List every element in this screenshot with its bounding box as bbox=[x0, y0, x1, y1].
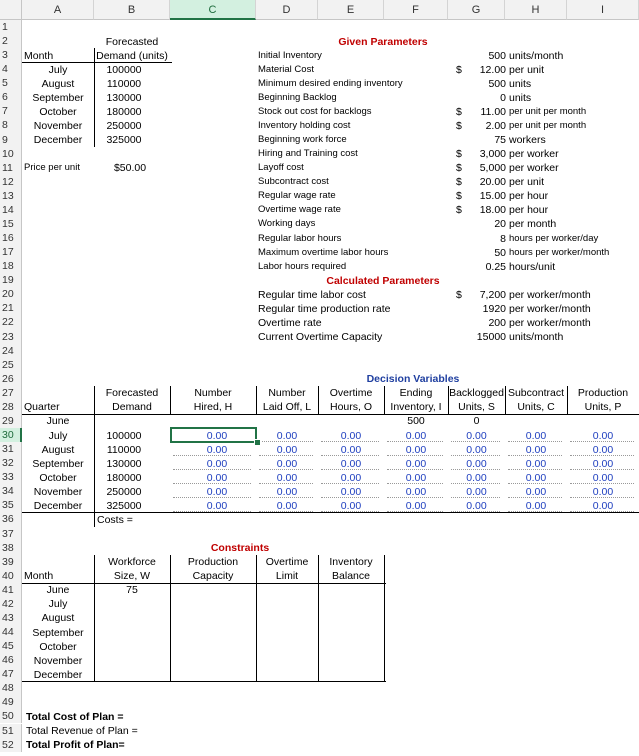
decision-variable-cell[interactable]: 0.00 bbox=[276, 485, 298, 498]
decision-column-divider bbox=[94, 386, 95, 414]
decision-variable-cell[interactable]: 0.00 bbox=[405, 457, 427, 470]
forecast-demand: 325000 bbox=[106, 134, 142, 147]
decision-variable-cell[interactable]: 0.00 bbox=[405, 443, 427, 456]
forecast-month: December bbox=[33, 134, 83, 147]
decision-variable-cell[interactable]: 0.00 bbox=[276, 443, 298, 456]
decision-variable-cell[interactable]: 0.00 bbox=[340, 443, 362, 456]
row-header-39[interactable]: 39 bbox=[0, 555, 22, 569]
constraint-col-header: Overtime bbox=[265, 556, 309, 569]
forecast-demand: 100000 bbox=[106, 63, 142, 76]
decision-demand: 325000 bbox=[106, 499, 142, 512]
calc-label: Current Overtime Capacity bbox=[258, 331, 383, 344]
decision-variable-cell[interactable]: 0.00 bbox=[592, 429, 614, 442]
constraint-month: December bbox=[33, 668, 83, 681]
row-header-26[interactable]: 26 bbox=[0, 372, 22, 386]
param-unit: per unit per month bbox=[509, 119, 587, 131]
row-header-28[interactable]: 28 bbox=[0, 400, 22, 414]
decision-bottom-line bbox=[22, 512, 639, 513]
decision-variable-cell[interactable]: 0.00 bbox=[525, 471, 547, 484]
param-dollar: $ bbox=[456, 176, 462, 189]
param-dollar: $ bbox=[456, 190, 462, 203]
decision-variable-cell[interactable]: 0.00 bbox=[340, 457, 362, 470]
param-label: Inventory holding cost bbox=[258, 119, 351, 131]
constraint-col-header: Limit bbox=[275, 570, 299, 583]
param-dollar: $ bbox=[456, 148, 462, 161]
calc-value: 7,200 bbox=[479, 288, 506, 301]
decision-demand: 110000 bbox=[106, 443, 142, 456]
decision-col-header: Subcontract bbox=[507, 387, 565, 400]
forecast-month: August bbox=[41, 77, 75, 90]
calc-label: Overtime rate bbox=[258, 316, 322, 329]
param-value: 2.00 bbox=[485, 119, 506, 132]
row-header-10[interactable]: 10 bbox=[0, 147, 22, 161]
decision-col-header: Inventory, I bbox=[390, 401, 442, 414]
decision-col-header: Ending bbox=[399, 387, 433, 400]
row-header-34[interactable]: 34 bbox=[0, 484, 22, 498]
row-header-11[interactable]: 11 bbox=[0, 161, 22, 175]
forecast-header: Demand (units) bbox=[96, 49, 168, 62]
param-unit: per hour bbox=[509, 204, 549, 217]
column-c-border bbox=[256, 20, 257, 21]
row-header-47[interactable]: 47 bbox=[0, 667, 22, 681]
row-header-44[interactable]: 44 bbox=[0, 625, 22, 639]
decision-variable-cell[interactable]: 0.00 bbox=[206, 457, 228, 470]
decision-col-header: Units, C bbox=[517, 401, 555, 414]
param-label: Layoff cost bbox=[258, 162, 304, 174]
param-label: Initial Inventory bbox=[258, 49, 322, 61]
fill-handle[interactable] bbox=[254, 439, 261, 446]
forecast-month: October bbox=[39, 105, 77, 118]
calc-value: 1920 bbox=[482, 302, 506, 315]
decision-variable-cell[interactable]: 0.00 bbox=[466, 457, 487, 470]
quarter-label: Quarter bbox=[24, 401, 60, 414]
param-label: Stock out cost for backlogs bbox=[258, 105, 372, 117]
decision-col-header: Backlogged bbox=[449, 387, 504, 400]
row-header-14[interactable]: 14 bbox=[0, 203, 22, 217]
row-header-5[interactable]: 5 bbox=[0, 76, 22, 90]
quarter-month: December bbox=[33, 499, 83, 512]
param-value: 20.00 bbox=[479, 176, 506, 189]
quarter-month: June bbox=[46, 415, 70, 428]
param-label: Regular labor hours bbox=[258, 232, 342, 244]
row-header-15[interactable]: 15 bbox=[0, 217, 22, 231]
row-header-13[interactable]: 13 bbox=[0, 189, 22, 203]
calc-unit: per worker/month bbox=[509, 288, 591, 301]
param-unit: per worker bbox=[509, 148, 559, 161]
month-label: Month bbox=[24, 49, 54, 62]
row-header-43[interactable]: 43 bbox=[0, 611, 22, 625]
param-value: 50 bbox=[494, 246, 506, 259]
constraint-month-label: Month bbox=[24, 570, 54, 583]
calc-value: 15000 bbox=[476, 331, 506, 344]
decision-column-divider bbox=[505, 386, 506, 414]
row-header-4[interactable]: 4 bbox=[0, 62, 22, 76]
decision-column-divider bbox=[448, 386, 449, 414]
forecast-demand: 180000 bbox=[106, 105, 142, 118]
decision-variable-cell[interactable]: 0.00 bbox=[276, 499, 298, 512]
decision-variable-cell[interactable]: 0.00 bbox=[340, 499, 362, 512]
calc-label: Regular time production rate bbox=[258, 302, 391, 315]
constraint-col-header: Inventory bbox=[329, 556, 373, 569]
quarter-month: November bbox=[33, 485, 83, 498]
row-header-49[interactable]: 49 bbox=[0, 695, 22, 709]
param-unit: hours per worker/day bbox=[509, 232, 599, 244]
quarter-month: August bbox=[41, 443, 75, 456]
price-label: Price per unit bbox=[24, 162, 80, 174]
constraint-col-header: Capacity bbox=[192, 570, 234, 583]
decision-variable-cell[interactable]: 0.00 bbox=[405, 429, 427, 442]
decision-variable-cell[interactable]: 0.00 bbox=[405, 485, 427, 498]
param-unit: units/month bbox=[509, 49, 564, 62]
decision-column-divider bbox=[567, 386, 568, 414]
column-header-g[interactable]: G bbox=[448, 0, 505, 20]
param-value: 8 bbox=[500, 232, 506, 245]
row-header-6[interactable]: 6 bbox=[0, 90, 22, 104]
row-header-1[interactable]: 1 bbox=[0, 20, 22, 34]
decision-variable-cell[interactable]: 0.00 bbox=[466, 471, 487, 484]
calc-value: 200 bbox=[488, 316, 506, 329]
row-header-40[interactable]: 40 bbox=[0, 569, 22, 583]
param-value: 15.00 bbox=[479, 190, 506, 203]
constraint-bottom-line bbox=[22, 681, 386, 682]
decision-demand: 130000 bbox=[106, 457, 142, 470]
decision-variable-cell[interactable]: 0.00 bbox=[525, 443, 547, 456]
decision-variable-cell[interactable]: 0.00 bbox=[592, 499, 614, 512]
decision-column-divider bbox=[256, 386, 257, 414]
decision-variable-cell[interactable]: 0.00 bbox=[340, 485, 362, 498]
constraint-month: November bbox=[33, 654, 83, 667]
row-header-51[interactable]: 51 bbox=[0, 724, 22, 738]
row-header-24[interactable]: 24 bbox=[0, 344, 22, 358]
param-value: 0.25 bbox=[485, 260, 506, 273]
param-unit: per month bbox=[509, 218, 557, 231]
decision-column-divider bbox=[318, 386, 319, 414]
param-label: Labor hours required bbox=[258, 260, 347, 272]
param-dollar: $ bbox=[456, 63, 462, 76]
decision-col-header: Hired, H bbox=[193, 401, 233, 414]
param-value: 75 bbox=[494, 134, 506, 147]
decision-col-header: Production bbox=[577, 387, 629, 400]
param-unit: hours/unit bbox=[509, 260, 556, 273]
param-dollar: $ bbox=[456, 204, 462, 217]
decision-variable-cell[interactable]: 0.00 bbox=[206, 471, 228, 484]
decision-col-header: Number bbox=[194, 387, 232, 400]
decision-variable-cell[interactable]: 0.00 bbox=[592, 485, 614, 498]
row-header-23[interactable]: 23 bbox=[0, 330, 22, 344]
constraint-month: June bbox=[46, 584, 70, 597]
row-header-35[interactable]: 35 bbox=[0, 498, 22, 512]
constraint-month: October bbox=[39, 640, 77, 653]
calc-unit: per worker/month bbox=[509, 302, 591, 315]
param-value: 3,000 bbox=[479, 148, 506, 161]
total-cost-label: Total Cost of Plan = bbox=[26, 710, 124, 723]
constraints-title: Constraints bbox=[210, 542, 270, 555]
decision-variable-cell[interactable]: 0.00 bbox=[466, 499, 487, 512]
param-dollar: $ bbox=[456, 105, 462, 118]
quarter-month: October bbox=[39, 471, 77, 484]
constraint-col-header: Balance bbox=[332, 570, 370, 583]
row-header-52[interactable]: 52 bbox=[0, 738, 22, 752]
param-dollar: $ bbox=[456, 162, 462, 175]
decision-variable-cell[interactable]: 0.00 bbox=[525, 429, 547, 442]
decision-variable-cell[interactable]: 0.00 bbox=[525, 485, 547, 498]
decision-col-header: Units, P bbox=[584, 401, 622, 414]
row-header-30[interactable]: 30 bbox=[0, 428, 22, 442]
row-header-19[interactable]: 19 bbox=[0, 273, 22, 287]
param-label: Maximum overtime labor hours bbox=[258, 246, 389, 258]
param-dollar: $ bbox=[456, 119, 462, 132]
forecast-month: November bbox=[33, 119, 83, 132]
row-header-45[interactable]: 45 bbox=[0, 639, 22, 653]
row-header-2[interactable]: 2 bbox=[0, 34, 22, 48]
param-value: 18.00 bbox=[479, 204, 506, 217]
decision-col-header: Forecasted bbox=[105, 387, 159, 400]
param-unit: per unit bbox=[509, 63, 545, 76]
row-header-29[interactable]: 29 bbox=[0, 414, 22, 428]
param-label: Subcontract cost bbox=[258, 176, 329, 188]
param-label: Beginning work force bbox=[258, 134, 347, 146]
decision-variable-cell[interactable]: 0.00 bbox=[525, 499, 547, 512]
param-label: Overtime wage rate bbox=[258, 204, 341, 216]
costs-label: Costs = bbox=[97, 513, 133, 526]
row-header-8[interactable]: 8 bbox=[0, 118, 22, 132]
decision-variable-cell[interactable]: 0.00 bbox=[276, 471, 298, 484]
decision-col-header: Hours, O bbox=[329, 401, 372, 414]
row-header-46[interactable]: 46 bbox=[0, 653, 22, 667]
forecast-month: July bbox=[48, 63, 68, 76]
param-value: 11.00 bbox=[480, 105, 506, 118]
column-header-a[interactable]: A bbox=[22, 0, 94, 20]
constraint-month: August bbox=[41, 612, 75, 625]
constraint-col-header: Workforce bbox=[108, 556, 156, 569]
row-header-32[interactable]: 32 bbox=[0, 456, 22, 470]
decision-variable-cell[interactable]: 0.00 bbox=[466, 429, 487, 442]
column-header-f[interactable]: F bbox=[384, 0, 448, 20]
select-all-corner[interactable] bbox=[0, 0, 22, 20]
param-label: Working days bbox=[258, 218, 316, 230]
constraint-column-divider bbox=[170, 555, 171, 682]
decision-demand: 250000 bbox=[106, 485, 142, 498]
given-parameters-title: Given Parameters bbox=[338, 35, 428, 48]
row-header-17[interactable]: 17 bbox=[0, 245, 22, 259]
param-unit: workers bbox=[509, 134, 546, 147]
row-header-41[interactable]: 41 bbox=[0, 583, 22, 597]
row-header-27[interactable]: 27 bbox=[0, 386, 22, 400]
forecast-demand: 130000 bbox=[106, 91, 142, 104]
row-header-7[interactable]: 7 bbox=[0, 104, 22, 118]
decision-col-header: Laid Off, L bbox=[262, 401, 312, 414]
param-unit: units bbox=[509, 77, 532, 90]
decision-variable-cell[interactable]: 0.00 bbox=[206, 429, 228, 442]
decision-variable-cell[interactable]: 0.00 bbox=[592, 457, 614, 470]
row-header-9[interactable]: 9 bbox=[0, 133, 22, 147]
decision-variable-cell[interactable]: 0.00 bbox=[206, 443, 228, 456]
decision-variable-cell[interactable]: 0.00 bbox=[340, 429, 362, 442]
row-header-48[interactable]: 48 bbox=[0, 681, 22, 695]
row-header-36[interactable]: 36 bbox=[0, 512, 22, 526]
param-label: Hiring and Training cost bbox=[258, 148, 358, 160]
row-header-16[interactable]: 16 bbox=[0, 231, 22, 245]
forecast-month: September bbox=[32, 91, 84, 104]
row-header-37[interactable]: 37 bbox=[0, 527, 22, 541]
constraint-column-divider bbox=[94, 555, 95, 682]
param-unit: per hour bbox=[509, 190, 549, 203]
param-value: 500 bbox=[488, 49, 506, 62]
decision-variable-cell[interactable]: 0.00 bbox=[405, 471, 427, 484]
price-value: $50.00 bbox=[113, 162, 147, 175]
constraint-column-divider bbox=[256, 555, 257, 682]
row-header-20[interactable]: 20 bbox=[0, 287, 22, 301]
param-value: 500 bbox=[488, 77, 506, 90]
decision-column-divider bbox=[170, 386, 171, 414]
param-unit: units bbox=[509, 91, 532, 104]
decision-variable-cell[interactable]: 0.00 bbox=[592, 471, 614, 484]
row-header-22[interactable]: 22 bbox=[0, 315, 22, 329]
column-header-c[interactable]: C bbox=[170, 0, 256, 20]
row-header-18[interactable]: 18 bbox=[0, 259, 22, 273]
param-value: 20 bbox=[494, 218, 506, 231]
decision-col-header: Overtime bbox=[329, 387, 373, 400]
column-header-h[interactable]: H bbox=[505, 0, 567, 20]
total-profit-label: Total Profit of Plan= bbox=[26, 739, 125, 752]
backlog-june: 0 bbox=[473, 415, 480, 428]
calc-unit: units/month bbox=[509, 331, 564, 344]
decision-variable-cell[interactable]: 0.00 bbox=[276, 457, 298, 470]
decision-demand: 180000 bbox=[106, 471, 142, 484]
param-label: Minimum desired ending inventory bbox=[258, 77, 403, 89]
row-header-25[interactable]: 25 bbox=[0, 358, 22, 372]
decision-variable-cell[interactable]: 0.00 bbox=[340, 471, 362, 484]
constraint-column-divider bbox=[318, 555, 319, 682]
decision-header-underline bbox=[22, 414, 639, 415]
decision-variables-title: Decision Variables bbox=[366, 373, 460, 386]
decision-col-header: Number bbox=[268, 387, 306, 400]
quarter-month: September bbox=[32, 457, 84, 470]
param-label: Regular wage rate bbox=[258, 190, 336, 202]
decision-variable-cell[interactable]: 0.00 bbox=[276, 429, 298, 442]
column-header-b[interactable]: B bbox=[94, 0, 170, 20]
forecast-demand: 110000 bbox=[106, 77, 142, 90]
decision-col-header: Units, S bbox=[458, 401, 495, 414]
column-header-d[interactable]: D bbox=[256, 0, 318, 20]
column-header-i[interactable]: I bbox=[567, 0, 639, 20]
row-header-31[interactable]: 31 bbox=[0, 442, 22, 456]
column-header-e[interactable]: E bbox=[318, 0, 384, 20]
row-header-3[interactable]: 3 bbox=[0, 48, 22, 62]
total-revenue-label: Total Revenue of Plan = bbox=[26, 725, 138, 737]
param-unit: per worker bbox=[509, 162, 559, 175]
decision-variable-cell[interactable]: 0.00 bbox=[466, 443, 487, 456]
row-header-12[interactable]: 12 bbox=[0, 175, 22, 189]
calculated-parameters-title: Calculated Parameters bbox=[326, 274, 440, 287]
decision-variable-cell[interactable]: 0.00 bbox=[405, 499, 427, 512]
param-value: 5,000 bbox=[479, 162, 506, 175]
calc-dollar: $ bbox=[456, 288, 462, 301]
decision-column-divider bbox=[384, 386, 385, 414]
decision-variable-cell[interactable]: 0.00 bbox=[525, 457, 547, 470]
row-header-42[interactable]: 42 bbox=[0, 597, 22, 611]
selected-cell-c30[interactable] bbox=[170, 427, 257, 443]
ending-inventory-june: 500 bbox=[407, 415, 425, 428]
param-value: 0 bbox=[500, 91, 506, 104]
decision-variable-cell[interactable]: 0.00 bbox=[206, 499, 228, 512]
param-value: 12.00 bbox=[479, 63, 506, 76]
workforce-june: 75 bbox=[126, 584, 138, 597]
row-header-33[interactable]: 33 bbox=[0, 470, 22, 484]
param-unit: per unit per month bbox=[509, 105, 587, 117]
decision-variable-cell[interactable]: 0.00 bbox=[466, 485, 487, 498]
constraint-col-header: Size, W bbox=[113, 570, 151, 583]
constraint-column-divider bbox=[384, 555, 385, 682]
forecast-demand: 250000 bbox=[106, 119, 142, 132]
constraint-month: September bbox=[32, 626, 84, 639]
param-label: Beginning Backlog bbox=[258, 91, 337, 103]
forecast-header: Forecasted bbox=[105, 35, 159, 48]
param-unit: per unit bbox=[509, 176, 545, 189]
row-header-50[interactable]: 50 bbox=[0, 709, 22, 723]
quarter-month: July bbox=[48, 429, 68, 442]
calc-unit: per worker/month bbox=[509, 316, 591, 329]
constraint-month: July bbox=[48, 598, 68, 611]
param-label: Material Cost bbox=[258, 63, 314, 75]
decision-variable-cell[interactable]: 0.00 bbox=[592, 443, 614, 456]
calc-label: Regular time labor cost bbox=[258, 288, 366, 301]
param-unit: hours per worker/month bbox=[509, 246, 610, 258]
decision-col-header: Demand bbox=[112, 401, 152, 414]
decision-demand: 100000 bbox=[106, 429, 142, 442]
decision-variable-cell[interactable]: 0.00 bbox=[206, 485, 228, 498]
row-header-21[interactable]: 21 bbox=[0, 301, 22, 315]
constraint-col-header: Production bbox=[187, 556, 239, 569]
row-header-38[interactable]: 38 bbox=[0, 541, 22, 555]
